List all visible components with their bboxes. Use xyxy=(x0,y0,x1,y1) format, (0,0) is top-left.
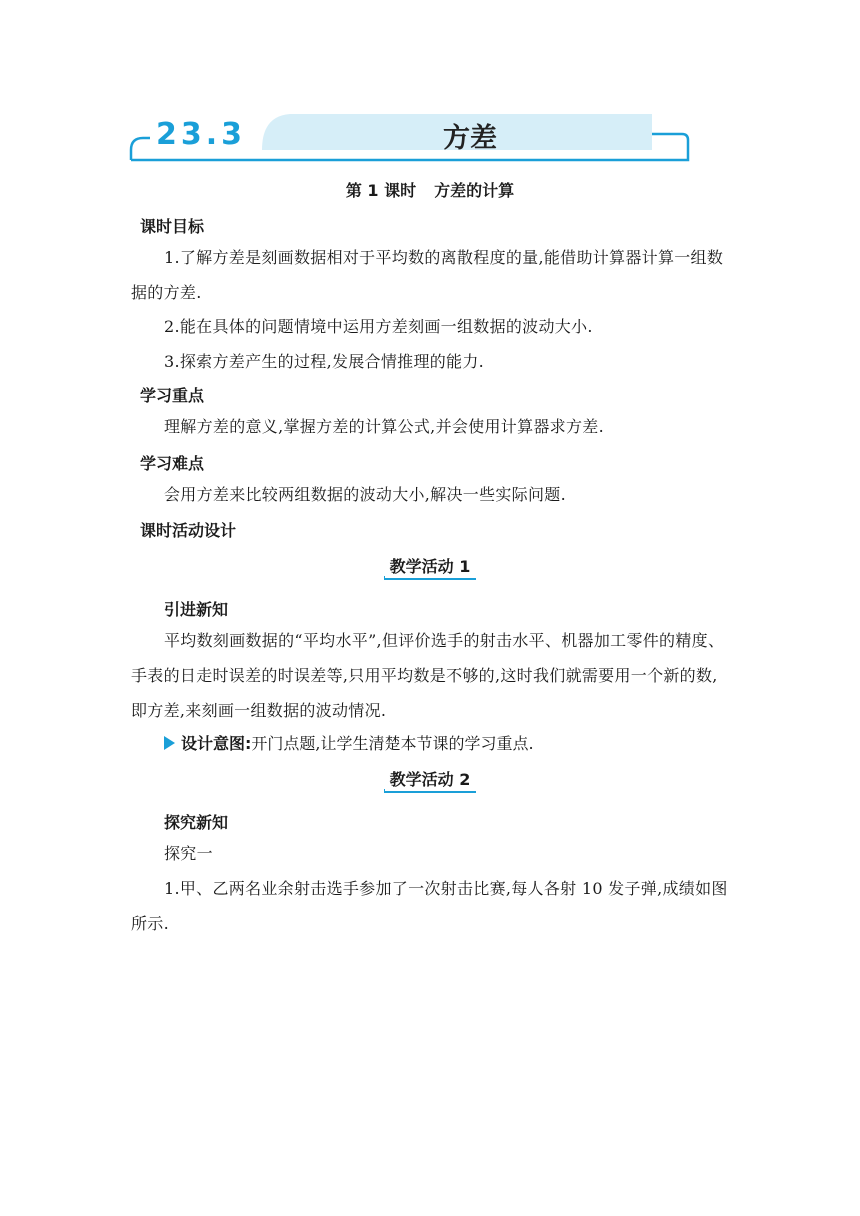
section-title: 方差 xyxy=(443,123,497,154)
lesson-part: 第 1 课时 xyxy=(345,181,417,200)
activity-2-text: 1.甲、乙两名业余射击选手参加了一次射击比赛,每人各射 10 发子弹,成绩如图所示. xyxy=(131,879,728,933)
key-point-text: 理解方差的意义,掌握方差的计算公式,并会使用计算器求方差. xyxy=(164,417,604,436)
activity-1-text: 平均数刻画数据的“平均水平”,但评价选手的射击水平、机器加工零件的精度、手表的日走时误差的时误差等,只用平均数是不够的,这时我们就需要用一个新的数,即方差,来刻画一组数据的波动情况. xyxy=(131,631,725,720)
design-intent-note xyxy=(164,731,534,754)
activity-1-label: 教学活动 1 xyxy=(389,557,471,576)
objectives-heading: 课时目标 xyxy=(140,217,205,236)
inquiry-label: 探究一 xyxy=(164,844,213,863)
lesson-title xyxy=(0,178,860,201)
key-point-heading: 学习重点 xyxy=(140,386,205,405)
difficulty-text: 会用方差来比较两组数据的波动大小,解决一些实际问题. xyxy=(164,485,566,504)
activity-underline xyxy=(384,575,477,581)
objective-item-1: 1.了解方差是刻画数据相对于平均数的离散程度的量,能借助计算器计算一组数据的方差. xyxy=(131,248,724,302)
activity-2-label: 教学活动 2 xyxy=(389,770,471,789)
design-heading: 课时活动设计 xyxy=(140,521,237,540)
objective-item-3: 3.探索方差产生的过程,发展合情推理的能力. xyxy=(164,352,485,371)
objective-item-2: 2.能在具体的问题情境中运用方差刻画一组数据的波动大小. xyxy=(164,317,593,336)
difficulty-heading: 学习难点 xyxy=(140,454,205,473)
design-intent-text: 开门点题,让学生清楚本节课的学习重点. xyxy=(251,734,534,753)
activity-1-badge xyxy=(0,554,860,581)
activity-underline xyxy=(384,788,477,794)
activity-1-subheading: 引进新知 xyxy=(164,600,229,619)
lesson-name: 方差的计算 xyxy=(434,181,515,200)
activity-2-badge xyxy=(0,767,860,794)
design-intent-label: 设计意图: xyxy=(181,734,252,753)
activity-2-subheading: 探究新知 xyxy=(164,813,229,832)
section-number: 23.3 xyxy=(156,117,247,152)
triangle-bullet-icon xyxy=(164,736,175,750)
